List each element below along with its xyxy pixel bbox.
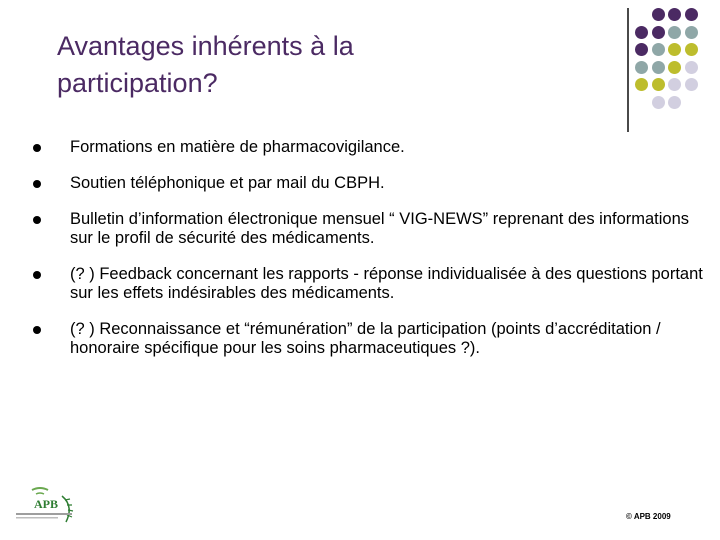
decorative-dot bbox=[652, 26, 665, 39]
decorative-dot bbox=[652, 61, 665, 74]
bullet-text: (? ) Feedback concernant les rapports - réponse individualisée à des questions portant sur les effets indésirables des médicaments. bbox=[70, 265, 703, 302]
bullet-item bbox=[30, 174, 710, 193]
bullet-text: Formations en matière de pharmacovigilance. bbox=[70, 138, 405, 156]
decorative-dot bbox=[652, 43, 665, 56]
decorative-dot bbox=[685, 8, 698, 21]
bullet-text: (? ) Reconnaissance et “rémunération” de la participation (points d’accréditation / honoraire spécifique pour les soins pharmaceutiques ?). bbox=[70, 320, 661, 357]
decorative-dot bbox=[685, 43, 698, 56]
decorative-dot bbox=[635, 43, 648, 56]
decorative-dot-grid bbox=[635, 8, 720, 120]
slide-title-line-2: participation? bbox=[57, 68, 218, 98]
decorative-dot bbox=[635, 61, 648, 74]
decorative-dot bbox=[652, 96, 665, 109]
decorative-dot bbox=[652, 78, 665, 91]
decorative-dot bbox=[668, 43, 681, 56]
decorative-dot bbox=[668, 8, 681, 21]
decorative-vertical-line bbox=[627, 8, 629, 132]
copyright-text: © APB 2009 bbox=[626, 512, 671, 521]
decorative-dot bbox=[685, 61, 698, 74]
bullet-item bbox=[30, 320, 710, 358]
bullet-item bbox=[30, 138, 710, 157]
decorative-dot bbox=[635, 26, 648, 39]
bullet-list bbox=[30, 138, 710, 375]
decorative-dot bbox=[635, 78, 648, 91]
bullet-dot-icon bbox=[33, 271, 41, 279]
decorative-dot bbox=[685, 26, 698, 39]
apb-logo-icon bbox=[12, 486, 82, 528]
decorative-dot bbox=[668, 61, 681, 74]
slide-title bbox=[57, 28, 577, 102]
bullet-dot-icon bbox=[33, 180, 41, 188]
logo-text: APB bbox=[34, 497, 58, 511]
decorative-dot bbox=[685, 78, 698, 91]
bullet-text: Soutien téléphonique et par mail du CBPH. bbox=[70, 174, 385, 192]
bullet-item bbox=[30, 210, 710, 248]
bullet-dot-icon bbox=[33, 144, 41, 152]
decorative-dot bbox=[668, 96, 681, 109]
decorative-dot bbox=[668, 78, 681, 91]
bullet-dot-icon bbox=[33, 326, 41, 334]
bullet-text: Bulletin d’information électronique mensuel “ VIG-NEWS” reprenant des informations sur le profil de sécurité des médicaments. bbox=[70, 210, 690, 247]
bullet-dot-icon bbox=[33, 216, 41, 224]
decorative-dot bbox=[668, 26, 681, 39]
bullet-item bbox=[30, 265, 710, 303]
decorative-dot bbox=[652, 8, 665, 21]
apb-logo bbox=[12, 486, 82, 528]
slide-title-line-1: Avantages inhérents à la bbox=[57, 31, 354, 61]
